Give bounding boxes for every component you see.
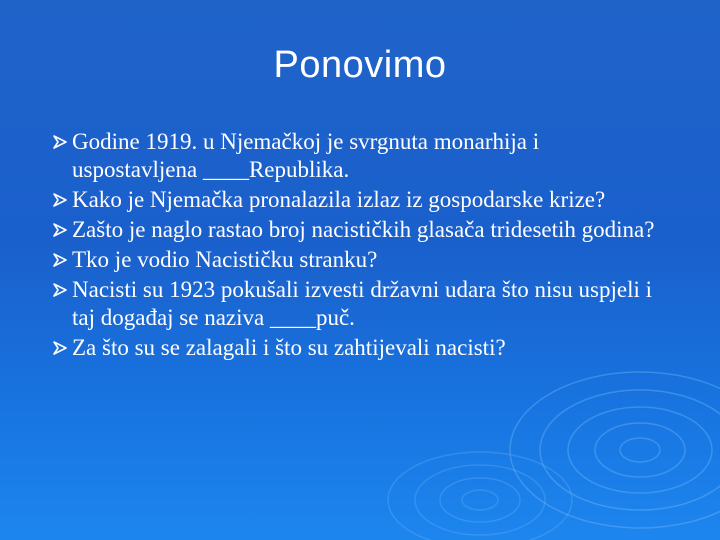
arrow-bullet-icon <box>48 222 72 238</box>
bullet-item <box>48 246 668 274</box>
arrow-bullet-icon <box>48 282 72 298</box>
bullet-text: Za što su se zalagali i što su zahtijevali nacisti? <box>72 335 506 360</box>
bullet-item <box>48 216 668 244</box>
arrow-bullet-icon <box>48 252 72 268</box>
bullet-item <box>48 128 668 184</box>
arrow-bullet-icon <box>48 192 72 208</box>
bullet-list <box>48 128 668 364</box>
bullet-text: Zašto je naglo rastao broj nacističkih glasača tridesetih godina? <box>72 217 655 242</box>
bullet-text: Kako je Njemačka pronalazila izlaz iz gospodarske krize? <box>72 187 606 212</box>
bullet-text: Nacisti su 1923 pokušali izvesti državni udara što nisu uspjeli i taj događaj se naziva ____puč. <box>72 277 653 330</box>
bullet-item <box>48 186 668 214</box>
arrow-bullet-icon <box>48 134 72 150</box>
slide-title: Ponovimo <box>273 44 447 86</box>
arrow-bullet-icon <box>48 340 72 356</box>
bullet-item <box>48 334 668 362</box>
bullet-text: Tko je vodio Nacističku stranku? <box>72 247 378 272</box>
bullet-text: Godine 1919. u Njemačkoj je svrgnuta monarhija i uspostavljena ____Republika. <box>72 129 540 182</box>
bullet-item <box>48 276 668 332</box>
